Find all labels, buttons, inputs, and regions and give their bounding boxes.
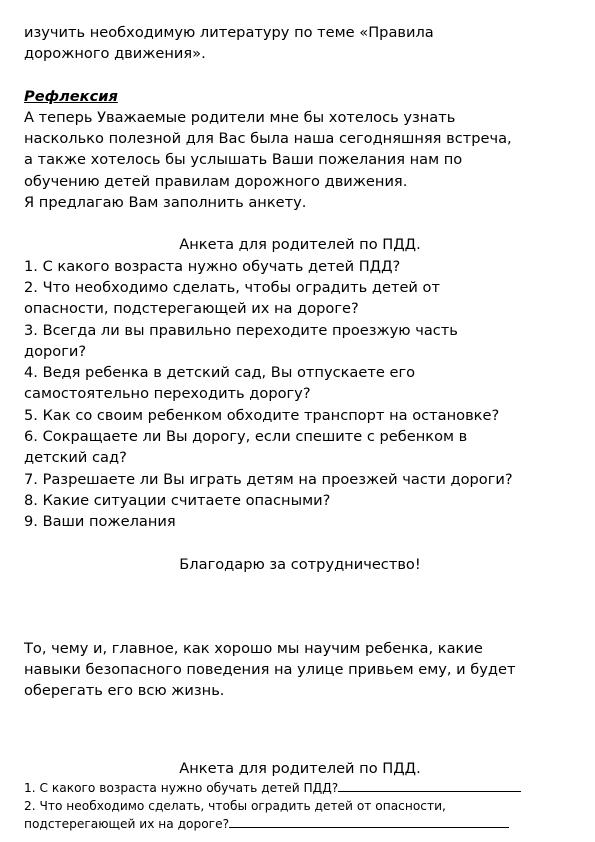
answer-line-2[interactable] <box>229 815 509 828</box>
reflection-heading: Рефлексия <box>24 87 118 105</box>
intro-line-1: изучить необходимую литературу по теме «Правила <box>24 24 434 41</box>
answer-line-1[interactable] <box>338 779 521 792</box>
closing-line: То, чему и, главное, как хорошо мы научим ребенка, какие <box>24 639 483 657</box>
form-question-1-text: 1. С какого возраста нужно обучать детей ПДД? <box>24 781 339 796</box>
survey-line: детский сад? <box>24 449 127 467</box>
document-page <box>24 22 576 834</box>
survey-thanks: Благодарю за сотрудничество! <box>179 555 421 573</box>
reflection-line: насколько полезной для Вас была наша сегодняшняя встреча, <box>24 130 512 148</box>
survey-line: опасности, подстерегающей их на дороге? <box>24 300 359 318</box>
form-question-2-text: подстерегающей их на дороге? <box>24 817 230 832</box>
survey-line: 6. Сокращаете ли Вы дорогу, если спешите с ребенком в <box>24 428 468 446</box>
form-question-1 <box>24 779 576 797</box>
survey-line: 7. Разрешаете ли Вы играть детям на проезжей части дороги? <box>24 470 513 488</box>
intro-line-2: дорожного движения». <box>24 45 206 63</box>
survey-line: 5. Как со своим ребенком обходите транспорт на остановке? <box>24 406 500 424</box>
survey-line: 1. С какого возраста нужно обучать детей ПДД? <box>24 257 401 275</box>
survey-line: 2. Что необходимо сделать, чтобы оградить детей от <box>24 278 440 296</box>
survey-line: 9. Ваши пожелания <box>24 513 176 531</box>
form-question-2-line-1: 2. Что необходимо сделать, чтобы оградить детей от опасности, <box>24 799 446 814</box>
survey-line: 3. Всегда ли вы правильно переходите проезжую часть <box>24 321 458 339</box>
survey-line: 8. Какие ситуации считаете опасными? <box>24 491 331 509</box>
closing-line: навыки безопасного поведения на улице привьем ему, и будет <box>24 661 516 679</box>
reflection-line: А теперь Уважаемые родители мне бы хотелось узнать <box>24 108 456 126</box>
form-title: Анкета для родителей по ПДД. <box>179 759 421 777</box>
closing-line: оберегать его всю жизнь. <box>24 682 225 700</box>
survey-line: 4. Ведя ребенка в детский сад, Вы отпускаете его <box>24 364 416 382</box>
survey-line: самостоятельно переходить дорогу? <box>24 385 311 403</box>
survey-title: Анкета для родителей по ПДД. <box>179 236 421 254</box>
survey-line: дороги? <box>24 342 87 360</box>
reflection-line: а также хотелось бы услышать Ваши пожелания нам по <box>24 151 463 169</box>
form-question-2-line-2 <box>24 815 576 833</box>
reflection-line: Я предлагаю Вам заполнить анкету. <box>24 194 307 212</box>
reflection-line: обучению детей правилам дорожного движения. <box>24 172 408 190</box>
